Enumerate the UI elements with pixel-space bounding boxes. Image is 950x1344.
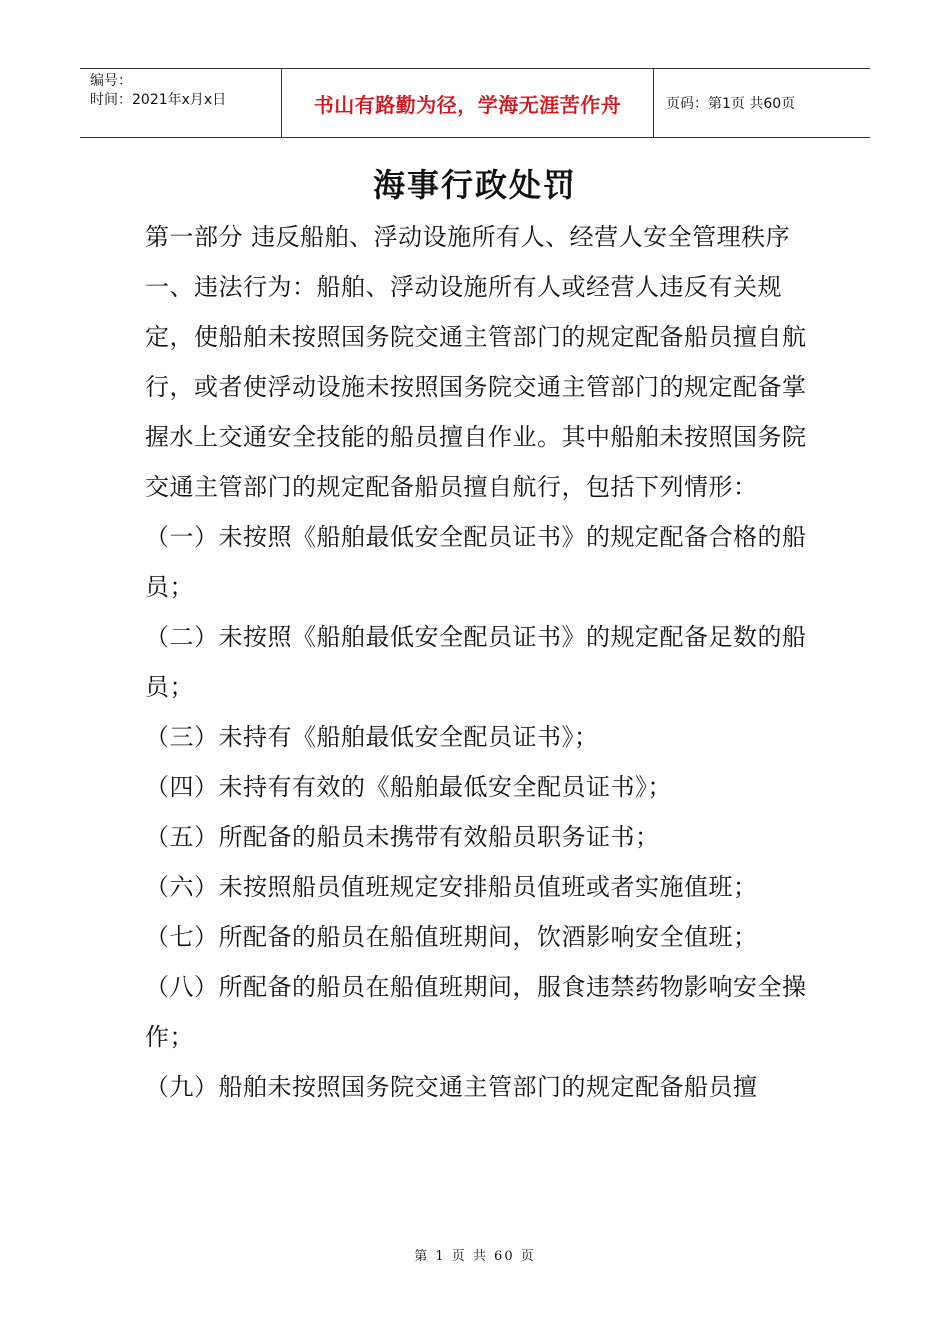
list-item: （七）所配备的船员在船值班期间，饮酒影响安全值班；: [145, 923, 758, 951]
document-title: 海事行政处罚: [372, 166, 577, 204]
header-page-cell: [654, 69, 870, 137]
header-table: [80, 68, 870, 138]
list-item: （六）未按照船员值班规定安排船员值班或者实施值班；: [145, 873, 758, 901]
header-meta-cell: [80, 69, 282, 137]
list-item: （九）船舶未按照国务院交通主管部门的规定配备船员擅: [145, 1073, 758, 1101]
list-item: （八）所配备的船员在船值班期间，服食违禁药物影响安全操作；: [145, 973, 807, 1051]
list-item: （四）未持有有效的《船舶最低安全配员证书》；: [145, 773, 672, 801]
section-heading: 第一部分 违反船舶、浮动设施所有人、经营人安全管理秩序: [145, 223, 791, 251]
list-item: （五）所配备的船员未携带有效船员职务证书；: [145, 823, 660, 851]
date-label: 时间：2021年x月x日: [90, 92, 227, 108]
page-info: 页码：第1页 共60页: [666, 96, 796, 112]
document-body: [145, 212, 810, 1112]
list-item: （二）未按照《船舶最低安全配员证书》的规定配备足数的船员；: [145, 623, 807, 701]
list-item: （一）未按照《船舶最低安全配员证书》的规定配备合格的船员；: [145, 523, 807, 601]
header-motto-cell: [282, 69, 654, 137]
motto-text: 书山有路勤为径，学海无涯苦作舟: [313, 92, 622, 117]
list-item: （三）未持有《船舶最低安全配员证书》；: [145, 723, 599, 751]
page-footer: 第 1 页 共 60 页: [414, 1249, 536, 1264]
paragraph: 一、违法行为：船舶、浮动设施所有人或经营人违反有关规定，使船舶未按照国务院交通主管部门的规定配备船员擅自航行，或者使浮动设施未按照国务院交通主管部门的规定配备掌握水上交通安全技能的船员擅自作业。其中船舶未按照国务院交通主管部门的规定配备船员擅自航行，包括下列情形：: [145, 273, 807, 501]
serial-number-label: 编号：: [90, 73, 132, 89]
